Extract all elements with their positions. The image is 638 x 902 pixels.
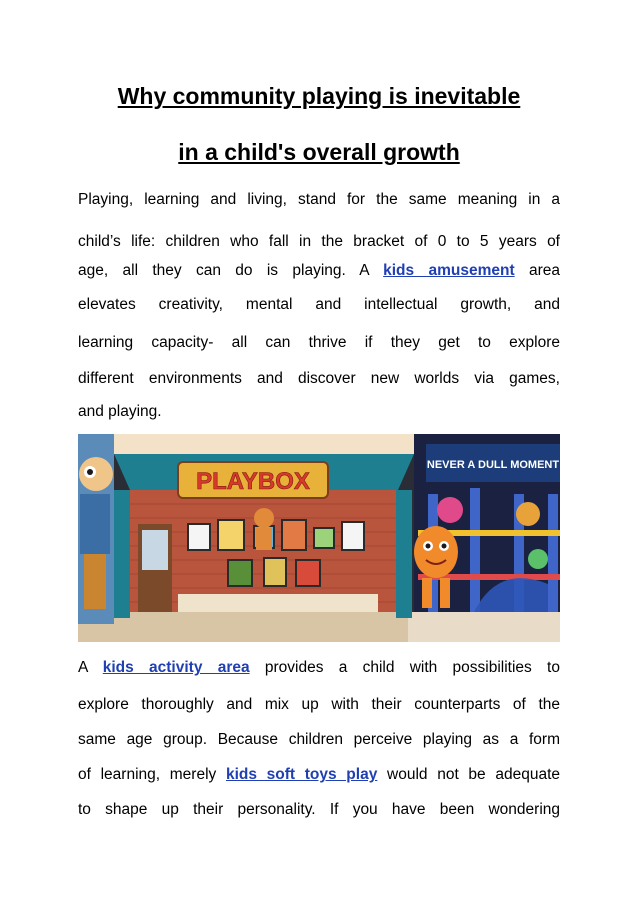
kids-activity-area-link[interactable]: kids activity area xyxy=(102,659,250,676)
paragraph-line: same age group. Because children perceive playing as a form xyxy=(78,731,560,748)
kids-amusement-link[interactable]: kids amusement xyxy=(383,262,515,279)
paragraph-line: different environments and discover new worlds via games, xyxy=(78,370,560,387)
paragraph-line: child’s life: children who fall in the bracket of 0 to 5 years of xyxy=(78,233,560,250)
text-segment: of learning, merely xyxy=(78,766,217,783)
paragraph-line xyxy=(78,765,560,785)
text-segment: age, all they can do is playing. A xyxy=(78,262,369,279)
paragraph-line: to shape up their personality. If you have been wondering xyxy=(78,801,560,818)
paragraph-line: and playing. xyxy=(78,403,162,420)
paragraph-line: explore thoroughly and mix up with their counterparts of the xyxy=(78,696,560,713)
paragraph-line: elevates creativity, mental and intellectual growth, and xyxy=(78,296,560,313)
text-segment: A xyxy=(78,659,88,676)
text-segment: would not be adequate xyxy=(387,766,560,783)
paragraph-line: Playing, learning and living, stand for the same meaning in a xyxy=(78,191,560,208)
paragraph-line xyxy=(78,658,560,678)
paragraph-line: learning capacity- all can thrive if they get to explore xyxy=(78,334,560,351)
text-segment: area xyxy=(528,262,560,279)
page-title-line-2: in a child's overall growth xyxy=(178,139,460,165)
text-segment: provides a child with possibilities to xyxy=(264,659,560,676)
page-title-line-1: Why community playing is inevitable xyxy=(117,83,521,109)
kids-soft-toys-play-link[interactable]: kids soft toys play xyxy=(225,766,378,783)
banner-text: NEVER A DULL MOMENT xyxy=(426,459,560,471)
playbox-store-image xyxy=(78,434,560,642)
paragraph-line xyxy=(78,261,560,281)
playbox-sign-text: PLAYBOX xyxy=(196,468,310,495)
